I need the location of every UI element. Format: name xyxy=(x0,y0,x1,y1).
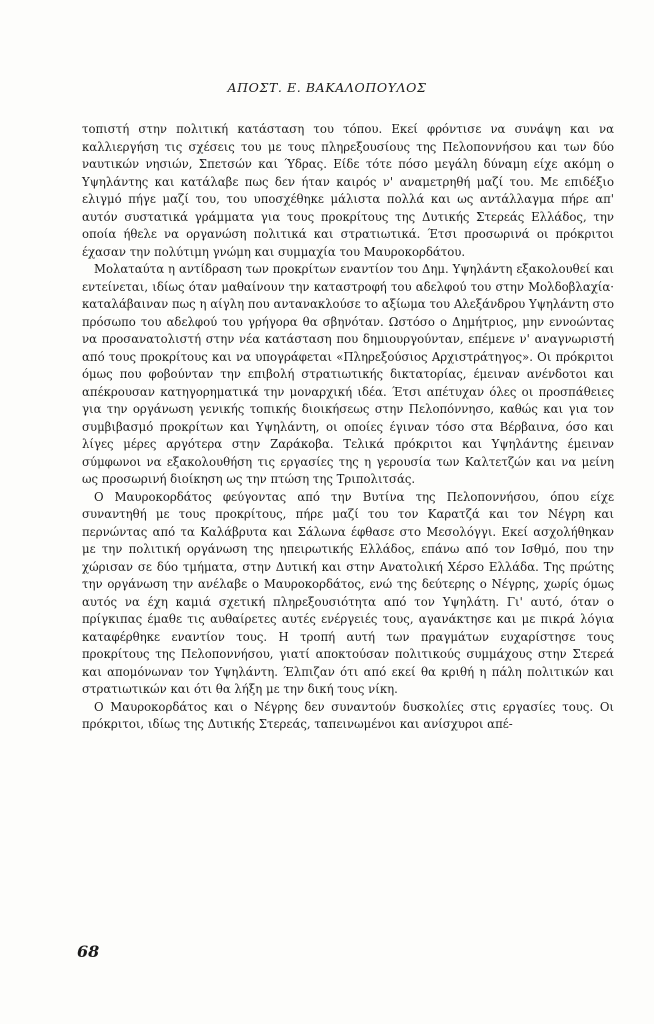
paragraph-4: Ο Μαυροκορδάτος και ο Νέγρης δεν συναντούν δυσκολίες στις εργασίες τους. Οι πρόκριτοι, ιδίως της Δυτικής Στερεάς, ταπεινωμένοι και ανίσχυροι απέ- xyxy=(82,699,614,731)
running-head-title: ΑΠΟΣΤ. Ε. ΒΑΚΑΛΟΠΟΥΛΟΣ xyxy=(227,80,427,95)
body-text xyxy=(82,121,614,734)
paragraph-3: Ο Μαυροκορδάτος φεύγοντας από την Βυτίνα της Πελοποννήσου, όπου είχε συναντηθή με τους προκρίτους, πήρε μαζί του τον Καρατζά και τον Νέγρη και περνώντας από τα Καλάβρυτα και Σάλωνα έφθασε στο Μεσολόγγι. Εκεί ασχολήθηκαν με την πολιτική οργάνωση της ηπειρωτικής Ελλάδος, επάνω από τον Ισθμό, που την χώρισαν σε δύο τμήματα, στην Δυτική και στην Ανατολική Χέρσο Ελλάδα. Της πρώτης την οργάνωση την ανέλαβε ο Μαυροκορδάτος, ενώ της δεύτερης ο Νέγρης, χωρίς όμως αυτός να έχη καμιά σχετική πληρεξουσιότητα από τον Υψηλάτη. Γι' αυτό, όταν ο πρίγκιπας έμαθε τις αυθαίρετες αυτές ενέργειές τους, αγανάκτησε και με πικρά λόγια καταφέρθηκε εναντίον τους. Η τροπή αυτή των πραγμάτων ευχαρίστησε τους προκρίτους της Πελοποννήσου, γιατί αποκτούσαν πολιτικούς συμμάχους στην Στερεά και απομόνωναν τον Υψηλάντη. Έλπιζαν ότι από εκεί θα κριθή η πάλη πολιτικών και στρατιωτικών και ότι θα λήξη με την δική τους νίκη. xyxy=(82,489,614,696)
page-number: 68 xyxy=(77,942,100,961)
paragraph-2: Μολαταύτα η αντίδραση των προκρίτων εναντίον του Δημ. Υψηλάντη εξακολουθεί και εντείνεται, ιδίως όταν μαθαίνουν την καταστροφή του αδελφού του στην Μολδοβλαχία· καταλάβαιναν πως η αίγλη που αντανακλούσε το αξίωμα του Αλεξάνδρου Υψηλάντη στο πρόσωπο του αδελφού του γρήγορα θα σβηνόταν. Ωστόσο ο Δημήτριος, μην εννοώντας να προσανατολιστή στην νέα κατάσταση που δημιουργούνταν, επέμενε ν' αναγνωριστή από τους προκρίτους και να υπογράφεται «Πληρεξούσιος Αρχιστράτηγος». Οι πρόκριτοι όμως που φοβούνταν την επιβολή στρατιωτικής δικτατορίας, έμειναν ανένδοτοι και απέκρουσαν κατηγορηματικά την μοναρχική ιδέα. Έτσι απέτυχαν όλες οι προσπάθειες για την οργάνωση γενικής τοπικής διοικήσεως στην Πελοπόννησο, καθώς και για τον συμβιβασμό προκρίτων και Υψηλάντη, οι οποίες έγιναν τόσο στα Βέρβαινα, όσο και λίγες μέρες αργότερα στην Ζαράκοβα. Τελικά πρόκριτοι και Υψηλάντης έμειναν σύμφωνοι να εξακολουθήση τις εργασίες της η γερουσία των Καλτετζών και να μείνη ως προσωρινή διοίκηση ως την πτώση της Τριπολιτσάς. xyxy=(82,262,614,486)
paragraph-1: τοπιστή στην πολιτική κατάσταση του τόπου. Εκεί φρόντισε να συνάψη και να καλλιεργήση τις σχέσεις του με τους πληρεξουσίους της Πελοποννήσου και των δύο ναυτικών νησιών, Σπετσών και Ύδρας. Είδε τότε πόσο μεγάλη δύναμη είχε ακόμη ο Υψηλάντης και κατάλαβε πως δεν ήταν καιρός ν' αναμετρηθή μαζί του. Με επιδέξιο ελιγμό πήγε μαζί του, του υποσχέθηκε μάλιστα πολλά και ως αντάλλαγμα πήρε απ' αυτόν συστατικά γράμματα για τους προκρίτους της Δυτικής Στερεάς Ελλάδος, την οποία ήθελε να οργανώση πολιτικά και στρατιωτικά. Έτσι προσωρινά οι πρόκριτοι έχασαν την πολύτιμη γνώμη και συμμαχία του Μαυροκορδάτου. xyxy=(82,122,614,259)
